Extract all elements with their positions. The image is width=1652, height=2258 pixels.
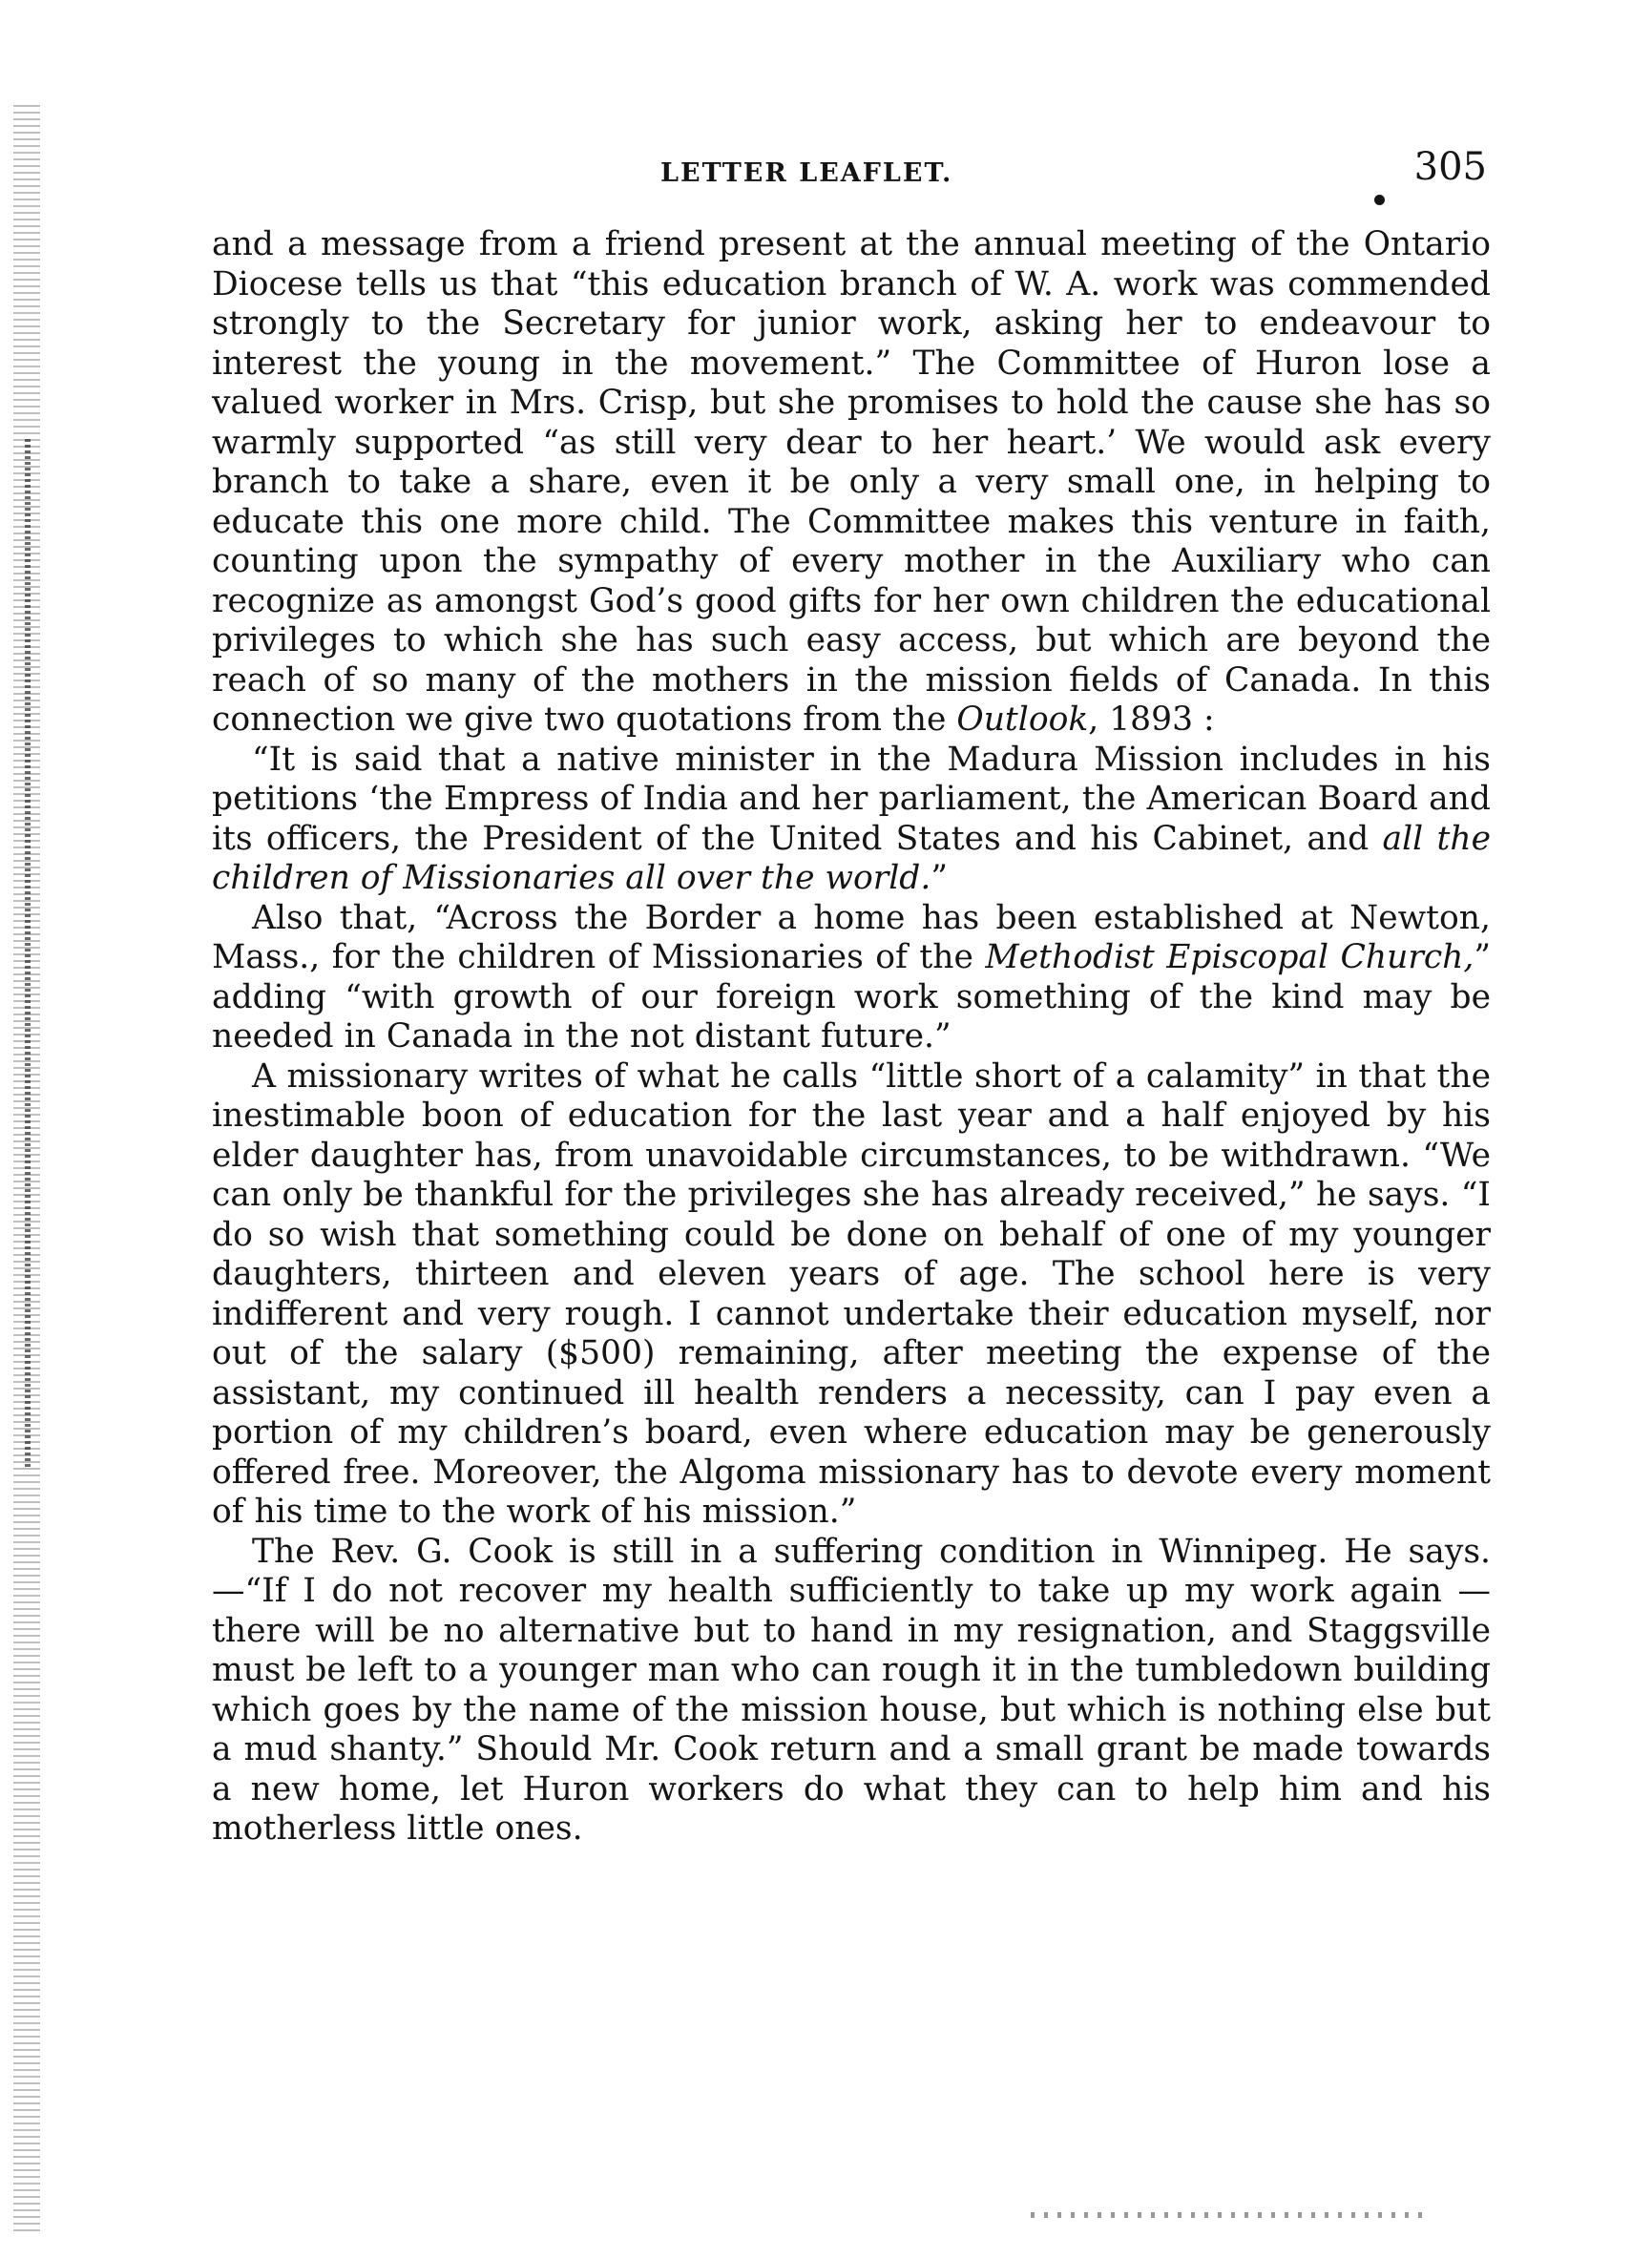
page-number: 305	[1413, 145, 1487, 189]
running-title: LETTER LEAFLET.	[660, 158, 953, 188]
ink-dot	[1374, 195, 1385, 205]
paragraph-2: “It is said that a native minister in the Madura Mission includes in his petitions ‘the Empress of India and her parliament, the American Board and its officers, the President of the United States and his Cabinet, and all the children of Missionaries all over the world.”	[212, 740, 1491, 897]
page-header	[212, 145, 1491, 202]
paragraph-3: Also that, “Across the Border a home has been established at Newton, Mass., for the children of Missionaries of the Methodist Episcopal Church,” adding “with growth of our foreign work something of the kind may be needed in Canada in the not distant future.”	[212, 898, 1492, 1056]
body-text	[212, 225, 1491, 1850]
scan-specks	[1031, 2212, 1432, 2218]
italic-church: Methodist Episcopal Church,	[985, 938, 1474, 976]
italic-outlook: Outlook	[956, 700, 1089, 739]
paragraph-5: The Rev. G. Cook is still in a suffering condition in Winnipeg. He says.—“If I do not recover my health sufficiently to take up my work again — there will be no alternative but to hand in my resignation, and Staggsville must be left to a younger man who can rough it in the tumbledown building which goes by the name of the mission house, but which is nothing else but a mud shanty.” Should Mr. Cook return and a small grant be made towards a new home, let Huron workers do what they can to help him and his motherless little ones.	[212, 1532, 1491, 1848]
italic-children: all the children of Missionaries all over the world.	[212, 819, 1491, 897]
binding-edge-dark	[25, 439, 31, 1470]
paragraph-4: A missionary writes of what he calls “little short of a calamity” in that the inestimable boon of education for the last year and a half enjoyed by his elder daughter has, from unavoidable circumstances, to be withdrawn. “We can only be thankful for the privileges she has already received,” he says. “I do so wish that something could be done on behalf of one of my younger daughters, thirteen and eleven years of age. The school here is very indifferent and very rough. I cannot undertake their education myself, nor out of the salary ($500) remaining, after meeting the expense of the assistant, my continued ill health renders a necessity, can I pay even a portion of my children’s board, even where education may be generously offered free. Moreover, the Algoma missionary has to devote every moment of his time to the work of his mission.”	[212, 1056, 1491, 1531]
paragraph-1: and a message from a friend present at the annual meeting of the Ontario Diocese tells us that “this education branch of W. A. work was commended strongly to the Secretary for junior work, asking her to endeavour to interest the young in the movement.” The Committee of Huron lose a valued worker in Mrs. Crisp, but she promises to hold the cause she has so warmly supported “as still very dear to her heart.’ We would ask every branch to take a share, even it be only a very small one, in helping to educate this one more child. The Committee makes this venture in faith, counting upon the sympathy of every mother in the Auxiliary who can recognize as amongst God’s good gifts for her own children the educational privileges to which she has such easy access, but which are beyond the reach of so many of the mothers in the mission fields of Canada. In this connection we give two quotations from the Outlook, 1893 :	[212, 225, 1491, 739]
